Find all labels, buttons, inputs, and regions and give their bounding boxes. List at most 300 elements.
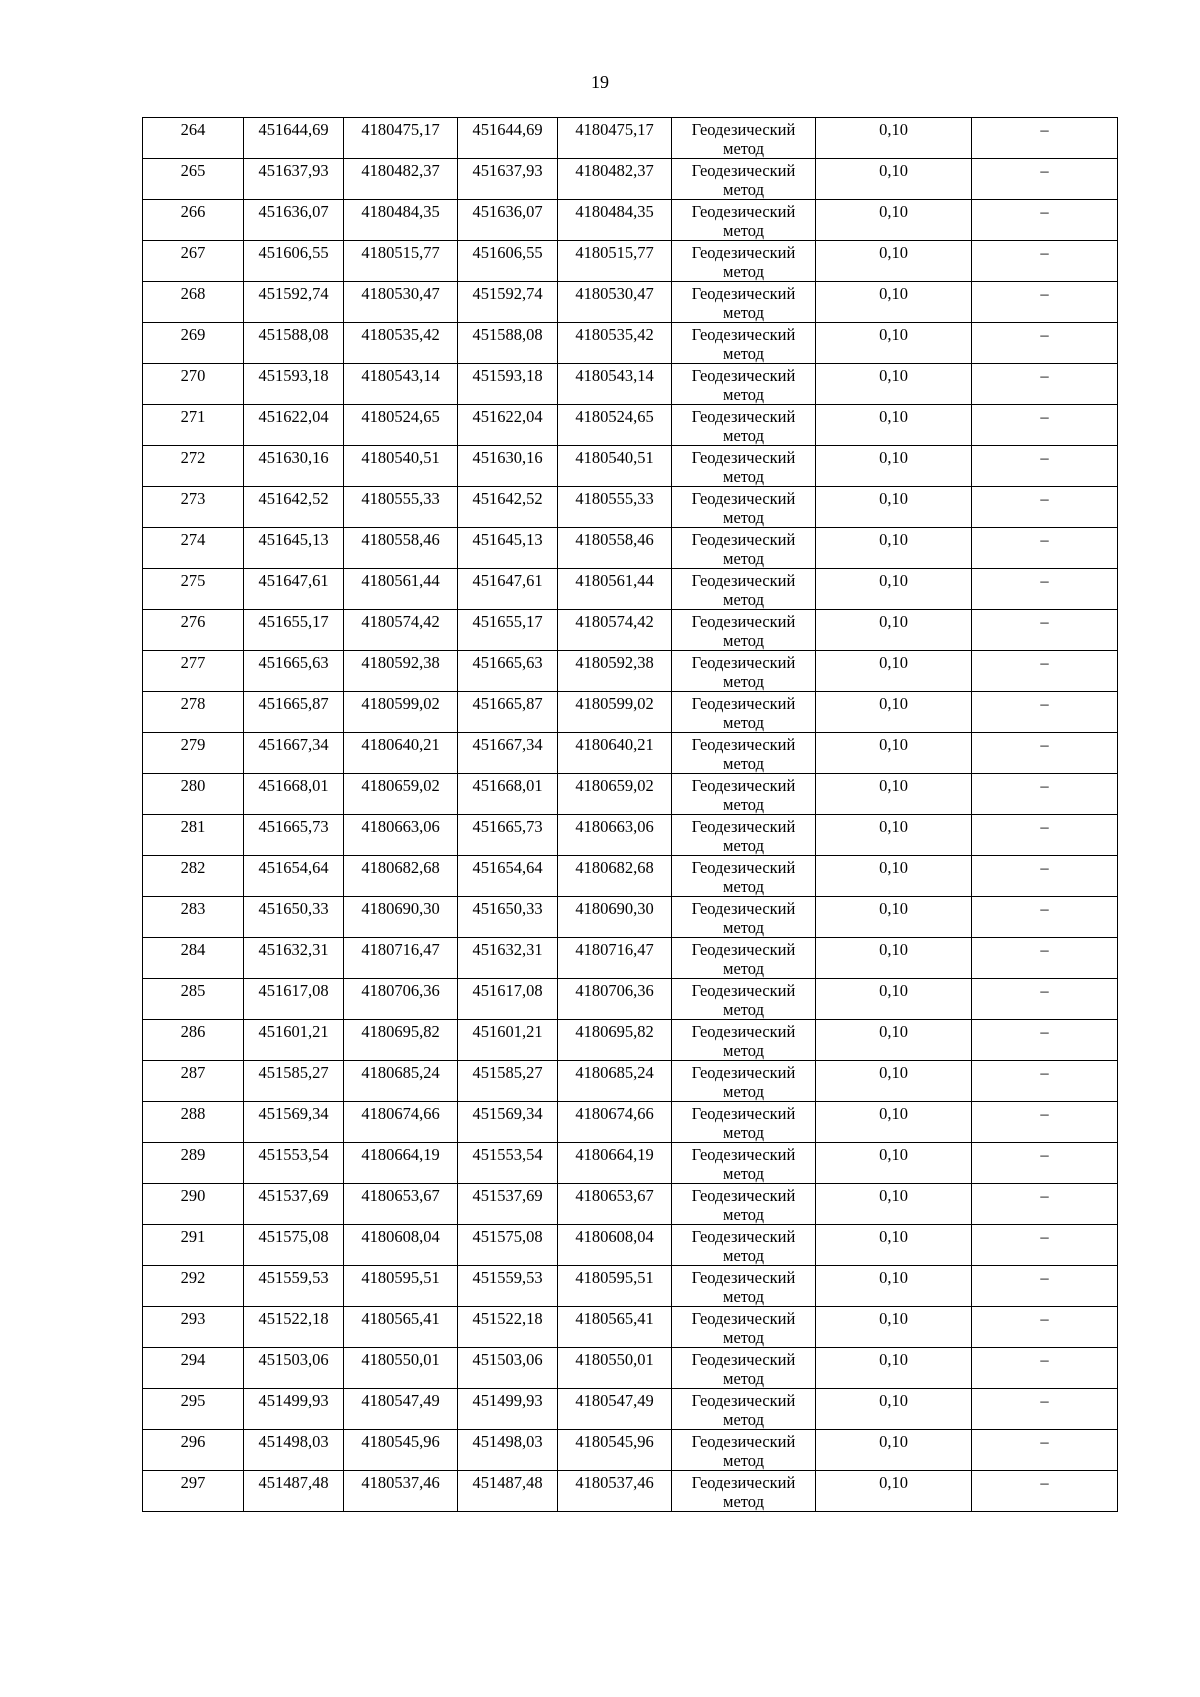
cell-text: 4180558,46 [575,530,654,549]
method-cell [672,1184,816,1225]
cell-text: – [1040,735,1049,754]
cell-text: 4180674,66 [575,1104,654,1123]
cell-text: 268 [180,284,206,303]
note-cell [972,979,1118,1020]
y-existing-cell [344,487,458,528]
y-new-cell [558,897,672,938]
cell-text: Геодезический метод [691,776,796,814]
y-existing-cell [344,1266,458,1307]
y-existing-cell [344,938,458,979]
cell-text: 451665,87 [258,694,329,713]
cell-text: 451647,61 [258,571,329,590]
x-new-cell [458,733,558,774]
y-new-cell [558,241,672,282]
x-new-cell [458,610,558,651]
cell-text: 4180524,65 [575,407,654,426]
cell-text: 451665,87 [472,694,543,713]
x-new-cell [458,364,558,405]
cell-text: 4180558,46 [361,530,440,549]
cell-text: 4180550,01 [575,1350,654,1369]
y-new-cell [558,282,672,323]
note-cell [972,1143,1118,1184]
y-new-cell [558,1020,672,1061]
cell-text: 451642,52 [258,489,329,508]
cell-text: 273 [180,489,206,508]
table-row [143,1102,1118,1143]
cell-text: 296 [180,1432,206,1451]
y-new-cell [558,1266,672,1307]
cell-text: 4180695,82 [575,1022,654,1041]
note-cell [972,569,1118,610]
note-cell [972,1184,1118,1225]
method-cell [672,651,816,692]
cell-text: 4180547,49 [361,1391,440,1410]
x-new-cell [458,856,558,897]
cell-text: 4180595,51 [361,1268,440,1287]
x-existing-cell [244,815,344,856]
cell-text: 269 [180,325,206,344]
note-cell [972,446,1118,487]
cell-text: 451569,34 [258,1104,329,1123]
cell-text: – [1040,612,1049,631]
x-existing-cell [244,610,344,651]
y-new-cell [558,651,672,692]
cell-text: 4180561,44 [361,571,440,590]
method-cell [672,1061,816,1102]
x-new-cell [458,897,558,938]
note-cell [972,528,1118,569]
table-row [143,1020,1118,1061]
note-cell [972,1348,1118,1389]
cell-text: 451642,52 [472,489,543,508]
accuracy-cell [816,733,972,774]
cell-text: – [1040,1227,1049,1246]
cell-text: – [1040,1145,1049,1164]
cell-text: 0,10 [879,1473,908,1492]
accuracy-cell [816,1307,972,1348]
cell-text: 4180484,35 [575,202,654,221]
cell-text: 451667,34 [258,735,329,754]
cell-text: 451553,54 [472,1145,543,1164]
cell-text: 4180555,33 [575,489,654,508]
x-new-cell [458,1061,558,1102]
y-existing-cell [344,815,458,856]
x-existing-cell [244,1102,344,1143]
method-cell [672,1266,816,1307]
cell-text: – [1040,1350,1049,1369]
cell-text: 0,10 [879,243,908,262]
y-new-cell [558,1102,672,1143]
cell-text: Геодезический метод [691,366,796,404]
accuracy-cell [816,323,972,364]
x-new-cell [458,487,558,528]
cell-text: 0,10 [879,1391,908,1410]
cell-text: 291 [180,1227,206,1246]
method-cell [672,241,816,282]
y-existing-cell [344,1020,458,1061]
method-cell [672,282,816,323]
y-new-cell [558,1225,672,1266]
cell-text: 285 [180,981,206,1000]
y-existing-cell [344,528,458,569]
cell-text: 451650,33 [258,899,329,918]
y-new-cell [558,118,672,159]
x-new-cell [458,569,558,610]
cell-text: 4180543,14 [575,366,654,385]
note-cell [972,774,1118,815]
method-cell [672,733,816,774]
cell-text: 451522,18 [472,1309,543,1328]
cell-text: 451665,73 [472,817,543,836]
cell-text: 451622,04 [258,407,329,426]
y-existing-cell [344,159,458,200]
cell-text: 451632,31 [472,940,543,959]
cell-text: – [1040,899,1049,918]
x-new-cell [458,118,558,159]
cell-text: – [1040,653,1049,672]
cell-text: 0,10 [879,325,908,344]
accuracy-cell [816,938,972,979]
point-number-cell [143,405,244,446]
note-cell [972,405,1118,446]
cell-text: 4180545,96 [361,1432,440,1451]
method-cell [672,1307,816,1348]
point-number-cell [143,1143,244,1184]
cell-text: – [1040,489,1049,508]
cell-text: Геодезический метод [691,448,796,486]
cell-text: 451499,93 [258,1391,329,1410]
cell-text: 0,10 [879,366,908,385]
method-cell [672,1143,816,1184]
cell-text: 451606,55 [258,243,329,262]
x-new-cell [458,692,558,733]
cell-text: 4180524,65 [361,407,440,426]
cell-text: Геодезический метод [691,1104,796,1142]
accuracy-cell [816,118,972,159]
cell-text: 0,10 [879,489,908,508]
method-cell [672,118,816,159]
cell-text: 451487,48 [258,1473,329,1492]
x-new-cell [458,938,558,979]
method-cell [672,692,816,733]
cell-text: 4180574,42 [575,612,654,631]
point-number-cell [143,323,244,364]
y-new-cell [558,774,672,815]
cell-text: 295 [180,1391,206,1410]
y-existing-cell [344,1389,458,1430]
table-row [143,1307,1118,1348]
y-existing-cell [344,1348,458,1389]
cell-text: – [1040,817,1049,836]
cell-text: 276 [180,612,206,631]
cell-text: Геодезический метод [691,1022,796,1060]
cell-text: – [1040,243,1049,262]
note-cell [972,1471,1118,1512]
table-row [143,979,1118,1020]
point-number-cell [143,1061,244,1102]
cell-text: 283 [180,899,206,918]
x-new-cell [458,1184,558,1225]
cell-text: 0,10 [879,1145,908,1164]
note-cell [972,282,1118,323]
cell-text: 0,10 [879,161,908,180]
cell-text: 0,10 [879,1432,908,1451]
x-existing-cell [244,364,344,405]
cell-text: Геодезический метод [691,981,796,1019]
y-existing-cell [344,323,458,364]
cell-text: 4180574,42 [361,612,440,631]
method-cell [672,856,816,897]
accuracy-cell [816,487,972,528]
cell-text: 4180608,04 [575,1227,654,1246]
cell-text: 451654,64 [472,858,543,877]
cell-text: 0,10 [879,858,908,877]
x-new-cell [458,774,558,815]
point-number-cell [143,487,244,528]
point-number-cell [143,282,244,323]
method-cell [672,815,816,856]
accuracy-cell [816,1389,972,1430]
note-cell [972,364,1118,405]
x-new-cell [458,1348,558,1389]
cell-text: 4180640,21 [575,735,654,754]
accuracy-cell [816,774,972,815]
cell-text: 4180530,47 [575,284,654,303]
cell-text: 4180484,35 [361,202,440,221]
y-new-cell [558,446,672,487]
point-number-cell [143,1184,244,1225]
note-cell [972,241,1118,282]
note-cell [972,1020,1118,1061]
cell-text: Геодезический метод [691,612,796,650]
table-row [143,528,1118,569]
method-cell [672,1020,816,1061]
cell-text: 266 [180,202,206,221]
x-new-cell [458,815,558,856]
note-cell [972,1102,1118,1143]
cell-text: 4180682,68 [575,858,654,877]
cell-text: 4180515,77 [361,243,440,262]
cell-text: 0,10 [879,1268,908,1287]
point-number-cell [143,1471,244,1512]
cell-text: 0,10 [879,1227,908,1246]
note-cell [972,1430,1118,1471]
x-existing-cell [244,282,344,323]
cell-text: 0,10 [879,284,908,303]
y-new-cell [558,528,672,569]
cell-text: 4180592,38 [361,653,440,672]
cell-text: 286 [180,1022,206,1041]
cell-text: 4180706,36 [575,981,654,1000]
cell-text: 451630,16 [472,448,543,467]
y-new-cell [558,856,672,897]
cell-text: 451655,17 [258,612,329,631]
cell-text: 451559,53 [472,1268,543,1287]
x-existing-cell [244,405,344,446]
cell-text: 4180659,02 [361,776,440,795]
table-row [143,610,1118,651]
point-number-cell [143,774,244,815]
method-cell [672,1102,816,1143]
x-existing-cell [244,241,344,282]
cell-text: 451593,18 [472,366,543,385]
note-cell [972,1389,1118,1430]
x-new-cell [458,1020,558,1061]
accuracy-cell [816,692,972,733]
y-new-cell [558,1389,672,1430]
y-new-cell [558,1061,672,1102]
y-existing-cell [344,1061,458,1102]
y-new-cell [558,733,672,774]
y-existing-cell [344,897,458,938]
point-number-cell [143,569,244,610]
cell-text: 4180664,19 [575,1145,654,1164]
table-row [143,897,1118,938]
cell-text: 451617,08 [258,981,329,1000]
cell-text: 4180690,30 [361,899,440,918]
point-number-cell [143,1020,244,1061]
y-new-cell [558,1471,672,1512]
accuracy-cell [816,979,972,1020]
cell-text: 451644,69 [472,120,543,139]
y-new-cell [558,569,672,610]
cell-text: 451537,69 [258,1186,329,1205]
cell-text: 0,10 [879,1350,908,1369]
cell-text: 0,10 [879,899,908,918]
cell-text: – [1040,1104,1049,1123]
accuracy-cell [816,815,972,856]
table-row [143,364,1118,405]
cell-text: Геодезический метод [691,530,796,568]
cell-text: 451644,69 [258,120,329,139]
cell-text: – [1040,940,1049,959]
note-cell [972,1307,1118,1348]
x-new-cell [458,282,558,323]
cell-text: 451665,73 [258,817,329,836]
cell-text: – [1040,407,1049,426]
cell-text: – [1040,284,1049,303]
accuracy-cell [816,200,972,241]
cell-text: 451632,31 [258,940,329,959]
cell-text: Геодезический метод [691,1391,796,1429]
table-row [143,1143,1118,1184]
cell-text: 4180640,21 [361,735,440,754]
y-existing-cell [344,774,458,815]
cell-text: 451499,93 [472,1391,543,1410]
accuracy-cell [816,159,972,200]
cell-text: 0,10 [879,694,908,713]
cell-text: 4180674,66 [361,1104,440,1123]
cell-text: 4180659,02 [575,776,654,795]
cell-text: 4180663,06 [575,817,654,836]
cell-text: 4180537,46 [575,1473,654,1492]
x-existing-cell [244,1430,344,1471]
cell-text: 451592,74 [258,284,329,303]
cell-text: 451537,69 [472,1186,543,1205]
cell-text: 451503,06 [472,1350,543,1369]
table-row [143,1225,1118,1266]
table-row [143,1266,1118,1307]
cell-text: – [1040,1473,1049,1492]
note-cell [972,692,1118,733]
cell-text: 451575,08 [472,1227,543,1246]
cell-text: 451575,08 [258,1227,329,1246]
table-row [143,651,1118,692]
x-new-cell [458,528,558,569]
method-cell [672,159,816,200]
accuracy-cell [816,569,972,610]
cell-text: Геодезический метод [691,1350,796,1388]
y-existing-cell [344,979,458,1020]
x-new-cell [458,241,558,282]
cell-text: 287 [180,1063,206,1082]
y-existing-cell [344,241,458,282]
note-cell [972,938,1118,979]
accuracy-cell [816,1020,972,1061]
x-new-cell [458,1266,558,1307]
cell-text: 451498,03 [472,1432,543,1451]
accuracy-cell [816,446,972,487]
cell-text: Геодезический метод [691,858,796,896]
y-existing-cell [344,1184,458,1225]
x-existing-cell [244,774,344,815]
cell-text: 451645,13 [472,530,543,549]
cell-text: 4180482,37 [361,161,440,180]
y-existing-cell [344,733,458,774]
x-new-cell [458,979,558,1020]
x-new-cell [458,1143,558,1184]
table-row [143,815,1118,856]
cell-text: 0,10 [879,612,908,631]
cell-text: – [1040,120,1049,139]
cell-text: 277 [180,653,206,672]
x-new-cell [458,651,558,692]
cell-text: 451636,07 [472,202,543,221]
cell-text: 0,10 [879,653,908,672]
cell-text: 4180482,37 [575,161,654,180]
cell-text: Геодезический метод [691,940,796,978]
method-cell [672,774,816,815]
cell-text: 4180550,01 [361,1350,440,1369]
cell-text: 451665,63 [258,653,329,672]
accuracy-cell [816,1266,972,1307]
y-existing-cell [344,446,458,487]
cell-text: 451487,48 [472,1473,543,1492]
y-new-cell [558,323,672,364]
cell-text: 451617,08 [472,981,543,1000]
cell-text: Геодезический метод [691,1063,796,1101]
cell-text: 4180716,47 [575,940,654,959]
y-existing-cell [344,1143,458,1184]
cell-text: 4180537,46 [361,1473,440,1492]
cell-text: 451601,21 [258,1022,329,1041]
table-row [143,323,1118,364]
x-existing-cell [244,1266,344,1307]
cell-text: 451503,06 [258,1350,329,1369]
y-new-cell [558,405,672,446]
x-new-cell [458,1225,558,1266]
cell-text: 4180599,02 [575,694,654,713]
accuracy-cell [816,1471,972,1512]
method-cell [672,1225,816,1266]
cell-text: 288 [180,1104,206,1123]
point-number-cell [143,1348,244,1389]
cell-text: 451522,18 [258,1309,329,1328]
cell-text: – [1040,1186,1049,1205]
cell-text: Геодезический метод [691,243,796,281]
cell-text: 451650,33 [472,899,543,918]
cell-text: 4180653,67 [361,1186,440,1205]
